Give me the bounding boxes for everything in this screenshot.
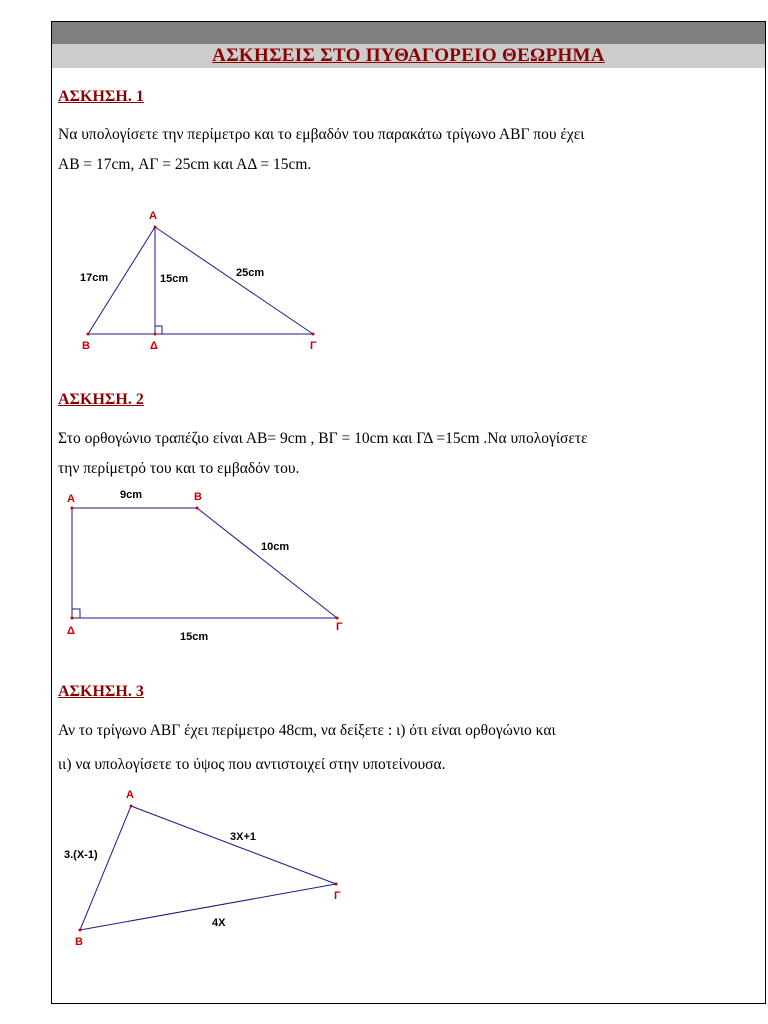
- vertex-a-dot: [130, 805, 133, 808]
- exercise-2-figure: [58, 485, 348, 645]
- vertex-d-label: Δ: [67, 625, 75, 637]
- label-ab: 9cm: [120, 489, 143, 501]
- exercise-3-line-1: Αν το τρίγωνο ΑΒΓ έχει περίμετρο 48cm, να δείξετε : ι) ότι είναι ορθογώνιο και: [58, 722, 556, 739]
- vertex-g-dot: [336, 617, 339, 620]
- vertex-g-label: Γ: [336, 621, 343, 633]
- vertex-g-label: Γ: [334, 890, 341, 902]
- vertex-g-label: Γ: [310, 340, 317, 352]
- triangle-abg-figure: [58, 780, 348, 955]
- document-title: ΑΣΚΗΣΕΙΣ ΣΤΟ ΠΥΘΑΓΟΡΕΙΟ ΘΕΩΡΗΜΑ: [212, 45, 605, 66]
- right-angle-mark: [72, 609, 80, 618]
- triangle-abg-figure: [58, 203, 326, 353]
- header-band: [52, 22, 765, 44]
- vertex-a-dot: [71, 507, 74, 510]
- label-ag: 3Χ+1: [230, 831, 256, 843]
- label-ab: 17cm: [80, 272, 109, 284]
- vertex-b-dot: [87, 333, 90, 336]
- vertex-b-dot: [196, 507, 199, 510]
- label-ab: 3.(Χ-1): [64, 849, 98, 861]
- vertex-g-dot: [335, 883, 338, 886]
- exercise-1-figure: [58, 203, 326, 353]
- vertex-b-dot: [79, 929, 82, 932]
- exercise-2-line-2: την περίμετρό του και το εμβαδόν του.: [58, 460, 300, 477]
- vertex-d-dot: [154, 333, 157, 336]
- label-bg: 4Χ: [212, 917, 226, 929]
- trapezoid-figure: [58, 485, 348, 645]
- side-bg: [80, 884, 336, 930]
- vertex-a-label: Α: [149, 210, 157, 222]
- vertex-b-label: Β: [82, 340, 90, 352]
- label-bg: 10cm: [261, 541, 290, 553]
- vertex-g-dot: [312, 333, 315, 336]
- side-ab: [80, 806, 131, 930]
- label-ag: 25cm: [236, 267, 265, 279]
- exercise-3-figure: [58, 780, 348, 955]
- exercise-2-line-1: Στο ορθογώνιο τραπέζιο είναι ΑΒ= 9cm , ΒΓ = 10cm και ΓΔ =15cm .Να υπολογίσετε: [58, 430, 588, 447]
- vertex-a-dot: [154, 226, 157, 229]
- side-bg: [197, 508, 337, 618]
- right-angle-mark: [155, 326, 162, 334]
- exercise-1-line-2: ΑΒ = 17cm, ΑΓ = 25cm και ΑΔ = 15cm.: [58, 156, 312, 173]
- side-ag: [131, 806, 336, 884]
- label-ad: 15cm: [160, 273, 189, 285]
- exercise-3-heading: ΑΣΚΗΣΗ. 3: [58, 683, 144, 700]
- vertex-b-label: Β: [194, 491, 202, 503]
- vertex-d-dot: [71, 617, 74, 620]
- vertex-a-label: Α: [126, 789, 134, 801]
- exercise-2-heading: ΑΣΚΗΣΗ. 2: [58, 391, 144, 408]
- vertex-d-label: Δ: [150, 340, 158, 352]
- exercise-1-line-1: Να υπολογίσετε την περίμετρο και το εμβαδόν του παρακάτω τρίγωνο ΑΒΓ που έχει: [58, 126, 585, 143]
- exercise-1-heading: ΑΣΚΗΣΗ. 1: [58, 88, 144, 105]
- vertex-b-label: Β: [75, 936, 83, 948]
- exercise-3-line-2: ιι) να υπολογίσετε το ύψος που αντιστοιχεί στην υποτείνουσα.: [58, 756, 446, 773]
- label-dg: 15cm: [180, 631, 209, 643]
- vertex-a-label: Α: [67, 493, 75, 505]
